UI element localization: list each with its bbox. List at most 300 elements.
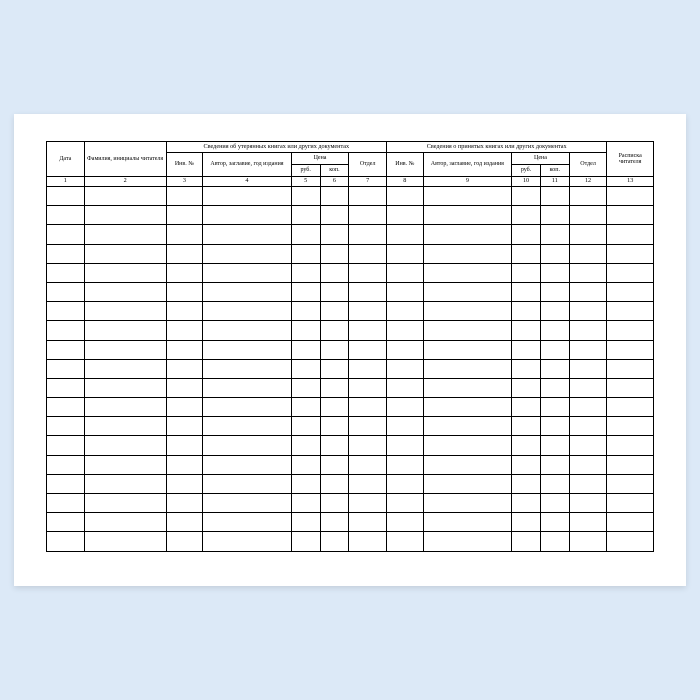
table-cell-empty[interactable]: [387, 436, 424, 455]
table-cell-empty[interactable]: [423, 206, 512, 225]
table-cell-empty[interactable]: [291, 263, 320, 282]
table-cell-empty[interactable]: [203, 340, 292, 359]
table-cell-empty[interactable]: [320, 359, 349, 378]
header-rub-received: руб.: [512, 165, 541, 177]
table-cell-empty[interactable]: [423, 302, 512, 321]
table-cell-empty[interactable]: [166, 455, 203, 474]
table-cell-empty[interactable]: [203, 417, 292, 436]
column-number: 6: [320, 177, 349, 187]
table-cell-empty[interactable]: [203, 244, 292, 263]
table-cell-empty[interactable]: [423, 359, 512, 378]
table-cell-empty[interactable]: [387, 206, 424, 225]
table-cell-empty[interactable]: [569, 474, 607, 493]
table-cell-empty[interactable]: [569, 494, 607, 513]
table-cell-empty[interactable]: [203, 206, 292, 225]
table-cell-empty[interactable]: [320, 206, 349, 225]
table-cell-empty[interactable]: [569, 436, 607, 455]
table-cell-empty[interactable]: [387, 532, 424, 551]
table-cell-empty[interactable]: [166, 494, 203, 513]
table-cell-empty[interactable]: [569, 225, 607, 244]
table-cell-empty[interactable]: [47, 340, 85, 359]
table-cell-empty[interactable]: [320, 321, 349, 340]
table-cell-empty[interactable]: [569, 244, 607, 263]
table-cell-empty[interactable]: [387, 474, 424, 493]
table-cell-empty[interactable]: [320, 244, 349, 263]
table-cell-empty[interactable]: [291, 225, 320, 244]
table-cell-empty[interactable]: [291, 417, 320, 436]
table-cell-empty[interactable]: [166, 282, 203, 301]
table-cell-empty[interactable]: [291, 474, 320, 493]
table-cell-empty[interactable]: [166, 187, 203, 206]
table-head: [47, 142, 654, 187]
header-price-lost: Цена: [291, 153, 349, 165]
table-cell-empty[interactable]: [512, 282, 541, 301]
column-number-row: [47, 177, 654, 187]
table-cell-empty[interactable]: [387, 282, 424, 301]
table-cell-empty[interactable]: [607, 494, 654, 513]
table-cell-empty[interactable]: [47, 378, 85, 397]
header-author-title-year-lost: Автор, заглавие, год издания: [203, 153, 292, 177]
header-rub-lost: руб.: [291, 165, 320, 177]
table-cell-empty[interactable]: [320, 187, 349, 206]
table-cell-empty[interactable]: [349, 282, 387, 301]
table-cell-empty[interactable]: [84, 455, 166, 474]
table-cell-empty[interactable]: [607, 225, 654, 244]
table-cell-empty[interactable]: [291, 302, 320, 321]
table-cell-empty[interactable]: [607, 455, 654, 474]
table-row: [47, 263, 654, 282]
table-cell-empty[interactable]: [349, 187, 387, 206]
table-cell-empty[interactable]: [607, 340, 654, 359]
table-cell-empty[interactable]: [387, 302, 424, 321]
table-cell-empty[interactable]: [47, 455, 85, 474]
table-cell-empty[interactable]: [84, 474, 166, 493]
column-number: 8: [387, 177, 424, 187]
table-cell-empty[interactable]: [349, 378, 387, 397]
table-cell-empty[interactable]: [84, 206, 166, 225]
table-cell-empty[interactable]: [84, 282, 166, 301]
table-cell-empty[interactable]: [387, 398, 424, 417]
table-cell-empty[interactable]: [349, 398, 387, 417]
table-cell-empty[interactable]: [569, 532, 607, 551]
table-row: [47, 513, 654, 532]
table-cell-empty[interactable]: [607, 378, 654, 397]
table-cell-empty[interactable]: [84, 378, 166, 397]
table-cell-empty[interactable]: [387, 417, 424, 436]
table-cell-empty[interactable]: [47, 302, 85, 321]
table-cell-empty[interactable]: [203, 282, 292, 301]
table-cell-empty[interactable]: [387, 187, 424, 206]
table-cell-empty[interactable]: [607, 302, 654, 321]
table-cell-empty[interactable]: [512, 494, 541, 513]
table-cell-empty[interactable]: [47, 263, 85, 282]
column-number: 11: [540, 177, 569, 187]
table-cell-empty[interactable]: [47, 244, 85, 263]
table-cell-empty[interactable]: [84, 302, 166, 321]
table-cell-empty[interactable]: [320, 474, 349, 493]
table-cell-empty[interactable]: [569, 398, 607, 417]
header-dept-received: Отдел: [569, 153, 607, 177]
table-cell-empty[interactable]: [540, 263, 569, 282]
table-cell-empty[interactable]: [540, 282, 569, 301]
table-cell-empty[interactable]: [423, 532, 512, 551]
table-cell-empty[interactable]: [349, 474, 387, 493]
table-cell-empty[interactable]: [47, 417, 85, 436]
table-cell-empty[interactable]: [512, 455, 541, 474]
table-cell-empty[interactable]: [166, 359, 203, 378]
header-author-title-year-received: Автор, заглавие, год издания: [423, 153, 512, 177]
table-cell-empty[interactable]: [166, 340, 203, 359]
table-cell-empty[interactable]: [569, 359, 607, 378]
table-cell-empty[interactable]: [166, 417, 203, 436]
table-row: [47, 225, 654, 244]
table-cell-empty[interactable]: [47, 206, 85, 225]
table-cell-empty[interactable]: [84, 340, 166, 359]
column-number: 10: [512, 177, 541, 187]
table-cell-empty[interactable]: [540, 532, 569, 551]
column-number: 2: [84, 177, 166, 187]
table-cell-empty[interactable]: [291, 206, 320, 225]
table-cell-empty[interactable]: [512, 359, 541, 378]
table-cell-empty[interactable]: [512, 206, 541, 225]
table-cell-empty[interactable]: [84, 494, 166, 513]
table-cell-empty[interactable]: [166, 206, 203, 225]
table-row: [47, 494, 654, 513]
table-cell-empty[interactable]: [540, 398, 569, 417]
table-cell-empty[interactable]: [47, 436, 85, 455]
table-cell-empty[interactable]: [47, 321, 85, 340]
table-cell-empty[interactable]: [203, 513, 292, 532]
table-cell-empty[interactable]: [320, 340, 349, 359]
table-cell-empty[interactable]: [166, 474, 203, 493]
table-row: [47, 244, 654, 263]
table-row: [47, 359, 654, 378]
header-dept-lost: Отдел: [349, 153, 387, 177]
table-cell-empty[interactable]: [203, 302, 292, 321]
table-cell-empty[interactable]: [569, 206, 607, 225]
table-cell-empty[interactable]: [540, 340, 569, 359]
table-cell-empty[interactable]: [540, 302, 569, 321]
table-row: [47, 455, 654, 474]
table-cell-empty[interactable]: [540, 225, 569, 244]
table-cell-empty[interactable]: [166, 302, 203, 321]
table-cell-empty[interactable]: [84, 263, 166, 282]
table-cell-empty[interactable]: [203, 532, 292, 551]
table-cell-empty[interactable]: [291, 340, 320, 359]
form-table-area: [46, 141, 654, 559]
table-cell-empty[interactable]: [291, 398, 320, 417]
table-cell-empty[interactable]: [387, 244, 424, 263]
table-cell-empty[interactable]: [320, 378, 349, 397]
table-cell-empty[interactable]: [84, 398, 166, 417]
table-cell-empty[interactable]: [349, 244, 387, 263]
table-cell-empty[interactable]: [349, 302, 387, 321]
column-number: 4: [203, 177, 292, 187]
table-cell-empty[interactable]: [320, 436, 349, 455]
table-cell-empty[interactable]: [607, 282, 654, 301]
table-cell-empty[interactable]: [569, 455, 607, 474]
table-cell-empty[interactable]: [569, 187, 607, 206]
table-cell-empty[interactable]: [203, 474, 292, 493]
table-cell-empty[interactable]: [540, 206, 569, 225]
header-group-received: Сведения о принятых книгах или других документах: [387, 142, 607, 153]
header-price-received: Цена: [512, 153, 570, 165]
table-cell-empty[interactable]: [423, 455, 512, 474]
table-cell-empty[interactable]: [607, 398, 654, 417]
table-cell-empty[interactable]: [166, 378, 203, 397]
table-row: [47, 474, 654, 493]
table-cell-empty[interactable]: [203, 494, 292, 513]
table-cell-empty[interactable]: [423, 398, 512, 417]
table-cell-empty[interactable]: [166, 225, 203, 244]
table-cell-empty[interactable]: [607, 321, 654, 340]
table-row: [47, 321, 654, 340]
table-cell-empty[interactable]: [512, 378, 541, 397]
table-cell-empty[interactable]: [540, 513, 569, 532]
column-number: 13: [607, 177, 654, 187]
table-row: [47, 436, 654, 455]
table-cell-empty[interactable]: [607, 474, 654, 493]
table-cell-empty[interactable]: [540, 359, 569, 378]
table-cell-empty[interactable]: [166, 532, 203, 551]
table-cell-empty[interactable]: [320, 282, 349, 301]
table-cell-empty[interactable]: [47, 474, 85, 493]
table-cell-empty[interactable]: [349, 263, 387, 282]
header-inv-no-received: Инв. №: [387, 153, 424, 177]
table-cell-empty[interactable]: [291, 436, 320, 455]
column-number: 9: [423, 177, 512, 187]
table-cell-empty[interactable]: [607, 263, 654, 282]
table-cell-empty[interactable]: [349, 417, 387, 436]
table-cell-empty[interactable]: [349, 455, 387, 474]
table-cell-empty[interactable]: [540, 474, 569, 493]
table-cell-empty[interactable]: [387, 359, 424, 378]
table-cell-empty[interactable]: [512, 244, 541, 263]
table-row: [47, 206, 654, 225]
table-cell-empty[interactable]: [203, 455, 292, 474]
table-cell-empty[interactable]: [423, 494, 512, 513]
table-cell-empty[interactable]: [540, 417, 569, 436]
table-cell-empty[interactable]: [387, 225, 424, 244]
table-cell-empty[interactable]: [349, 206, 387, 225]
table-cell-empty[interactable]: [203, 378, 292, 397]
column-number: 3: [166, 177, 203, 187]
table-cell-empty[interactable]: [84, 321, 166, 340]
table-cell-empty[interactable]: [423, 282, 512, 301]
table-cell-empty[interactable]: [607, 359, 654, 378]
table-cell-empty[interactable]: [387, 340, 424, 359]
table-cell-empty[interactable]: [423, 417, 512, 436]
table-cell-empty[interactable]: [166, 436, 203, 455]
table-cell-empty[interactable]: [84, 513, 166, 532]
table-cell-empty[interactable]: [349, 225, 387, 244]
table-cell-empty[interactable]: [291, 321, 320, 340]
table-cell-empty[interactable]: [569, 282, 607, 301]
table-cell-empty[interactable]: [320, 302, 349, 321]
table-cell-empty[interactable]: [320, 513, 349, 532]
table-cell-empty[interactable]: [349, 436, 387, 455]
table-cell-empty[interactable]: [166, 263, 203, 282]
table-cell-empty[interactable]: [320, 494, 349, 513]
table-cell-empty[interactable]: [349, 321, 387, 340]
table-cell-empty[interactable]: [320, 398, 349, 417]
header-reader-name: Фамилия, инициалы читателя: [84, 142, 166, 177]
table-cell-empty[interactable]: [423, 513, 512, 532]
table-row: [47, 532, 654, 551]
table-cell-empty[interactable]: [607, 244, 654, 263]
table-row: [47, 378, 654, 397]
table-cell-empty[interactable]: [387, 455, 424, 474]
table-cell-empty[interactable]: [387, 494, 424, 513]
table-cell-empty[interactable]: [203, 436, 292, 455]
table-cell-empty[interactable]: [512, 513, 541, 532]
table-cell-empty[interactable]: [423, 321, 512, 340]
table-cell-empty[interactable]: [320, 417, 349, 436]
table-cell-empty[interactable]: [540, 436, 569, 455]
table-cell-empty[interactable]: [349, 532, 387, 551]
table-cell-empty[interactable]: [47, 359, 85, 378]
table-cell-empty[interactable]: [47, 532, 85, 551]
table-cell-empty[interactable]: [47, 187, 85, 206]
table-cell-empty[interactable]: [423, 474, 512, 493]
table-cell-empty[interactable]: [512, 417, 541, 436]
table-cell-empty[interactable]: [47, 225, 85, 244]
column-number: 7: [349, 177, 387, 187]
table-cell-empty[interactable]: [512, 474, 541, 493]
table-cell-empty[interactable]: [540, 321, 569, 340]
table-cell-empty[interactable]: [607, 187, 654, 206]
table-cell-empty[interactable]: [540, 187, 569, 206]
header-inv-no-lost: Инв. №: [166, 153, 203, 177]
table-cell-empty[interactable]: [569, 513, 607, 532]
table-cell-empty[interactable]: [203, 359, 292, 378]
table-cell-empty[interactable]: [320, 263, 349, 282]
table-cell-empty[interactable]: [84, 436, 166, 455]
table-cell-empty[interactable]: [349, 513, 387, 532]
table-cell-empty[interactable]: [84, 244, 166, 263]
header-reader-signature: Расписка читателя: [607, 142, 654, 177]
table-cell-empty[interactable]: [320, 225, 349, 244]
column-number: 5: [291, 177, 320, 187]
table-row: [47, 417, 654, 436]
table-cell-empty[interactable]: [166, 398, 203, 417]
table-cell-empty[interactable]: [291, 513, 320, 532]
table-cell-empty[interactable]: [569, 378, 607, 397]
table-cell-empty[interactable]: [512, 187, 541, 206]
table-cell-empty[interactable]: [203, 225, 292, 244]
table-cell-empty[interactable]: [387, 378, 424, 397]
table-cell-empty[interactable]: [84, 187, 166, 206]
table-cell-empty[interactable]: [291, 282, 320, 301]
table-cell-empty[interactable]: [512, 302, 541, 321]
table-cell-empty[interactable]: [607, 206, 654, 225]
table-cell-empty[interactable]: [512, 321, 541, 340]
table-cell-empty[interactable]: [569, 263, 607, 282]
table-cell-empty[interactable]: [512, 225, 541, 244]
table-cell-empty[interactable]: [512, 436, 541, 455]
table-cell-empty[interactable]: [47, 282, 85, 301]
table-cell-empty[interactable]: [387, 321, 424, 340]
table-cell-empty[interactable]: [423, 263, 512, 282]
table-cell-empty[interactable]: [47, 494, 85, 513]
table-cell-empty[interactable]: [423, 244, 512, 263]
table-cell-empty[interactable]: [423, 378, 512, 397]
table-cell-empty[interactable]: [203, 398, 292, 417]
table-cell-empty[interactable]: [320, 532, 349, 551]
header-kop-received: коп.: [540, 165, 569, 177]
table-cell-empty[interactable]: [291, 187, 320, 206]
table-cell-empty[interactable]: [540, 455, 569, 474]
table-cell-empty[interactable]: [540, 494, 569, 513]
table-row: [47, 187, 654, 206]
table-cell-empty[interactable]: [540, 378, 569, 397]
table-cell-empty[interactable]: [512, 263, 541, 282]
paper-sheet: [14, 114, 686, 586]
table-cell-empty[interactable]: [349, 494, 387, 513]
table-cell-empty[interactable]: [569, 321, 607, 340]
table-cell-empty[interactable]: [203, 187, 292, 206]
table-cell-empty[interactable]: [320, 455, 349, 474]
table-cell-empty[interactable]: [84, 532, 166, 551]
table-cell-empty[interactable]: [607, 436, 654, 455]
table-cell-empty[interactable]: [203, 263, 292, 282]
header-row-groups: [47, 142, 654, 153]
table-cell-empty[interactable]: [166, 321, 203, 340]
table-cell-empty[interactable]: [569, 302, 607, 321]
table-row: [47, 302, 654, 321]
header-date: Дата: [47, 142, 85, 177]
table-cell-empty[interactable]: [607, 417, 654, 436]
table-row: [47, 282, 654, 301]
table-cell-empty[interactable]: [166, 513, 203, 532]
table-cell-empty[interactable]: [387, 513, 424, 532]
table-cell-empty[interactable]: [423, 187, 512, 206]
header-group-lost: Сведения об утерянных книгах или других документах: [166, 142, 386, 153]
table-row: [47, 398, 654, 417]
table-cell-empty[interactable]: [84, 225, 166, 244]
table-cell-empty[interactable]: [203, 321, 292, 340]
table-cell-empty[interactable]: [569, 340, 607, 359]
table-cell-empty[interactable]: [291, 244, 320, 263]
ledger-table: [46, 141, 654, 552]
table-cell-empty[interactable]: [540, 244, 569, 263]
table-cell-empty[interactable]: [291, 378, 320, 397]
table-cell-empty[interactable]: [512, 532, 541, 551]
table-cell-empty[interactable]: [387, 263, 424, 282]
table-cell-empty[interactable]: [166, 244, 203, 263]
table-cell-empty[interactable]: [47, 398, 85, 417]
table-cell-empty[interactable]: [512, 398, 541, 417]
table-cell-empty[interactable]: [349, 340, 387, 359]
column-number: 12: [569, 177, 607, 187]
table-cell-empty[interactable]: [84, 417, 166, 436]
table-cell-empty[interactable]: [291, 532, 320, 551]
header-kop-lost: коп.: [320, 165, 349, 177]
table-cell-empty[interactable]: [607, 513, 654, 532]
table-cell-empty[interactable]: [349, 359, 387, 378]
table-cell-empty[interactable]: [423, 340, 512, 359]
table-cell-empty[interactable]: [47, 513, 85, 532]
table-cell-empty[interactable]: [84, 359, 166, 378]
table-cell-empty[interactable]: [423, 225, 512, 244]
table-cell-empty[interactable]: [512, 340, 541, 359]
table-cell-empty[interactable]: [423, 436, 512, 455]
table-cell-empty[interactable]: [607, 532, 654, 551]
table-cell-empty[interactable]: [291, 455, 320, 474]
table-cell-empty[interactable]: [569, 417, 607, 436]
table-cell-empty[interactable]: [291, 359, 320, 378]
table-cell-empty[interactable]: [291, 494, 320, 513]
